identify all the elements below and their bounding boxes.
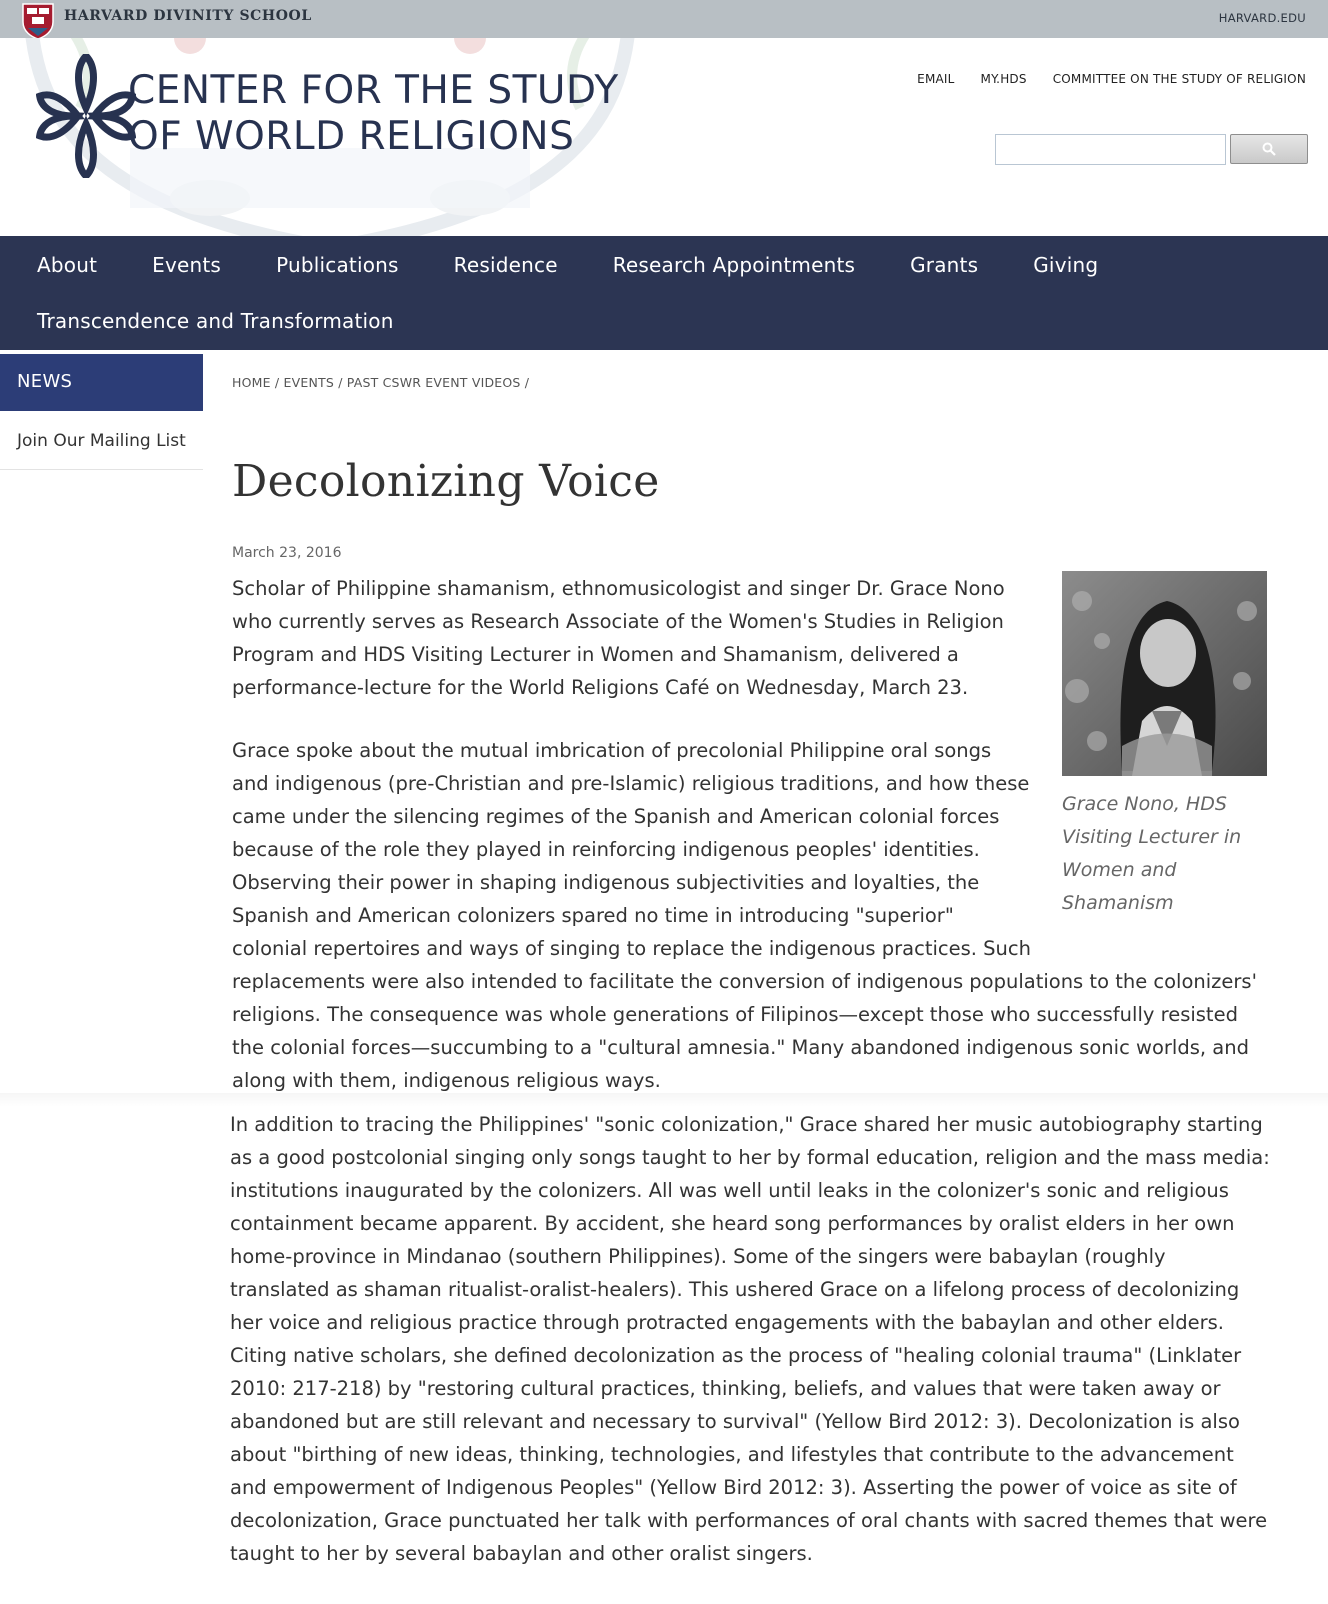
email-link[interactable]: EMAIL — [917, 72, 955, 86]
article-paragraph: In addition to tracing the Philippines' "sonic colonization," Grace shared her music autobiography starting as a good postcolonial singing only songs taught to her by formal education, religion and the mass media: institutions inaugurated by the colonizers. All was well until leaks in the colonizer's sonic and religious containment became apparent. By accident, she heard song performances by oralist elders in her own home-province in Mindanao (southern Philippines). Some of the singers were babaylan (roughly translated as shaman ritualist-oralist-healers). This ushered Grace on a lifelong process of decolonizing her voice and religious practice through protracted engagements with the babaylan and other elders. Citing native scholars, she defined decolonization as the process of "healing colonial trauma" (Linklater 2010: 217-218) by "restoring cultural practices, thinking, beliefs, and values that were taken away or abandoned but are still relevant and necessary to survival" (Yellow Bird 2012: 3). Decolonization is also about "birthing of new ideas, thinking, technologies, and lifestyles that contribute to the advancement and empowerment of Indigenous Peoples" (Yellow Bird 2012: 3). Asserting the power of voice as site of decolonization, Grace punctuated her talk with performances of oral chants with sacred themes that were taught to her by several babaylan and other oralist singers. — [230, 1113, 1270, 1565]
breadcrumb-past-videos[interactable]: PAST CSWR EVENT VIDEOS — [346, 375, 521, 390]
divider — [0, 1093, 1328, 1107]
utility-bar — [0, 0, 1328, 38]
my-hds-link[interactable]: MY.HDS — [980, 72, 1027, 86]
breadcrumb-events[interactable]: EVENTS — [283, 375, 334, 390]
photo-caption: Grace Nono, HDS Visiting Lecturer in Women and Shamanism — [1062, 793, 1242, 914]
harvard-edu-link[interactable]: HARVARD.EDU — [1218, 11, 1306, 25]
search-icon — [1262, 142, 1276, 156]
breadcrumb-separator: / — [524, 375, 530, 390]
nav-publications[interactable]: Publications — [276, 253, 399, 277]
site-title-line-1: CENTER FOR THE STUDY — [128, 68, 619, 113]
breadcrumb-home[interactable]: HOME — [232, 375, 271, 390]
nav-residence[interactable]: Residence — [453, 253, 558, 277]
main-nav — [0, 236, 1328, 350]
site-header — [0, 38, 1328, 236]
breadcrumb-separator: / — [274, 375, 280, 390]
nav-grants[interactable]: Grants — [910, 253, 979, 277]
nav-events[interactable]: Events — [152, 253, 222, 277]
nav-about[interactable]: About — [37, 253, 98, 277]
main-nav-row — [37, 306, 449, 336]
nav-research-appointments[interactable]: Research Appointments — [612, 253, 856, 277]
flower-logo-icon[interactable] — [36, 54, 136, 178]
breadcrumb — [232, 375, 529, 390]
figure-float-spacer — [1032, 734, 1267, 962]
article-paragraph: Scholar of Philippine shamanism, ethnomusicologist and singer Dr. Grace Nono who currently serves as Research Associate of the Women's Studies in Religion Program and HDS Visiting Lecturer in Women and Shamanism, delivered a performance-lecture for the World Religions Café on Wednesday, March 23. — [232, 577, 1005, 699]
sidebar-item-news[interactable]: NEWS — [0, 354, 203, 411]
search-input[interactable] — [995, 134, 1226, 165]
main-nav-row — [37, 250, 1153, 280]
article-paragraph-wrapper — [232, 734, 1267, 1097]
nav-transcendence[interactable]: Transcendence and Transformation — [37, 309, 394, 333]
search-button[interactable] — [1230, 134, 1308, 164]
committee-link[interactable]: COMMITTEE ON THE STUDY OF RELIGION — [1052, 72, 1306, 86]
sidebar-item-mailing-list[interactable]: Join Our Mailing List — [0, 411, 203, 470]
article-paragraph: Grace spoke about the mutual imbrication of precolonial Philippine oral songs and indigenous (pre-Christian and pre-Islamic) religious traditions, and how these came under the silencing regimes of the Spanish and American colonial forces because of the role they played in reinforcing indigenous peoples' identities. Observing their power in shaping indigenous subjectivities and loyalties, the Spanish and American colonizers spared no time in introducing "superior" colonial repertoires and ways of singing to replace the indigenous practices. Such replacements were also intended to facilitate the conversion of indigenous populations to the colonizers' religions. The consequence was whole generations of Filipinos—except those who successfully resisted the colonial forces—succumbing to a "cultural amnesia." Many abandoned indigenous sonic worlds, and along with them, indigenous religious ways. — [232, 739, 1257, 1092]
header-links — [917, 72, 1306, 86]
sidebar — [0, 354, 203, 470]
site-title[interactable] — [128, 68, 619, 160]
post-date: March 23, 2016 — [232, 545, 342, 561]
hds-shield-icon[interactable] — [20, 2, 56, 40]
breadcrumb-separator: / — [338, 375, 343, 390]
site-title-line-2: OF WORLD RELIGIONS — [128, 114, 575, 159]
nav-giving[interactable]: Giving — [1033, 253, 1099, 277]
page-title: Decolonizing Voice — [232, 456, 660, 507]
school-name[interactable]: HARVARD DIVINITY SCHOOL — [64, 8, 312, 24]
